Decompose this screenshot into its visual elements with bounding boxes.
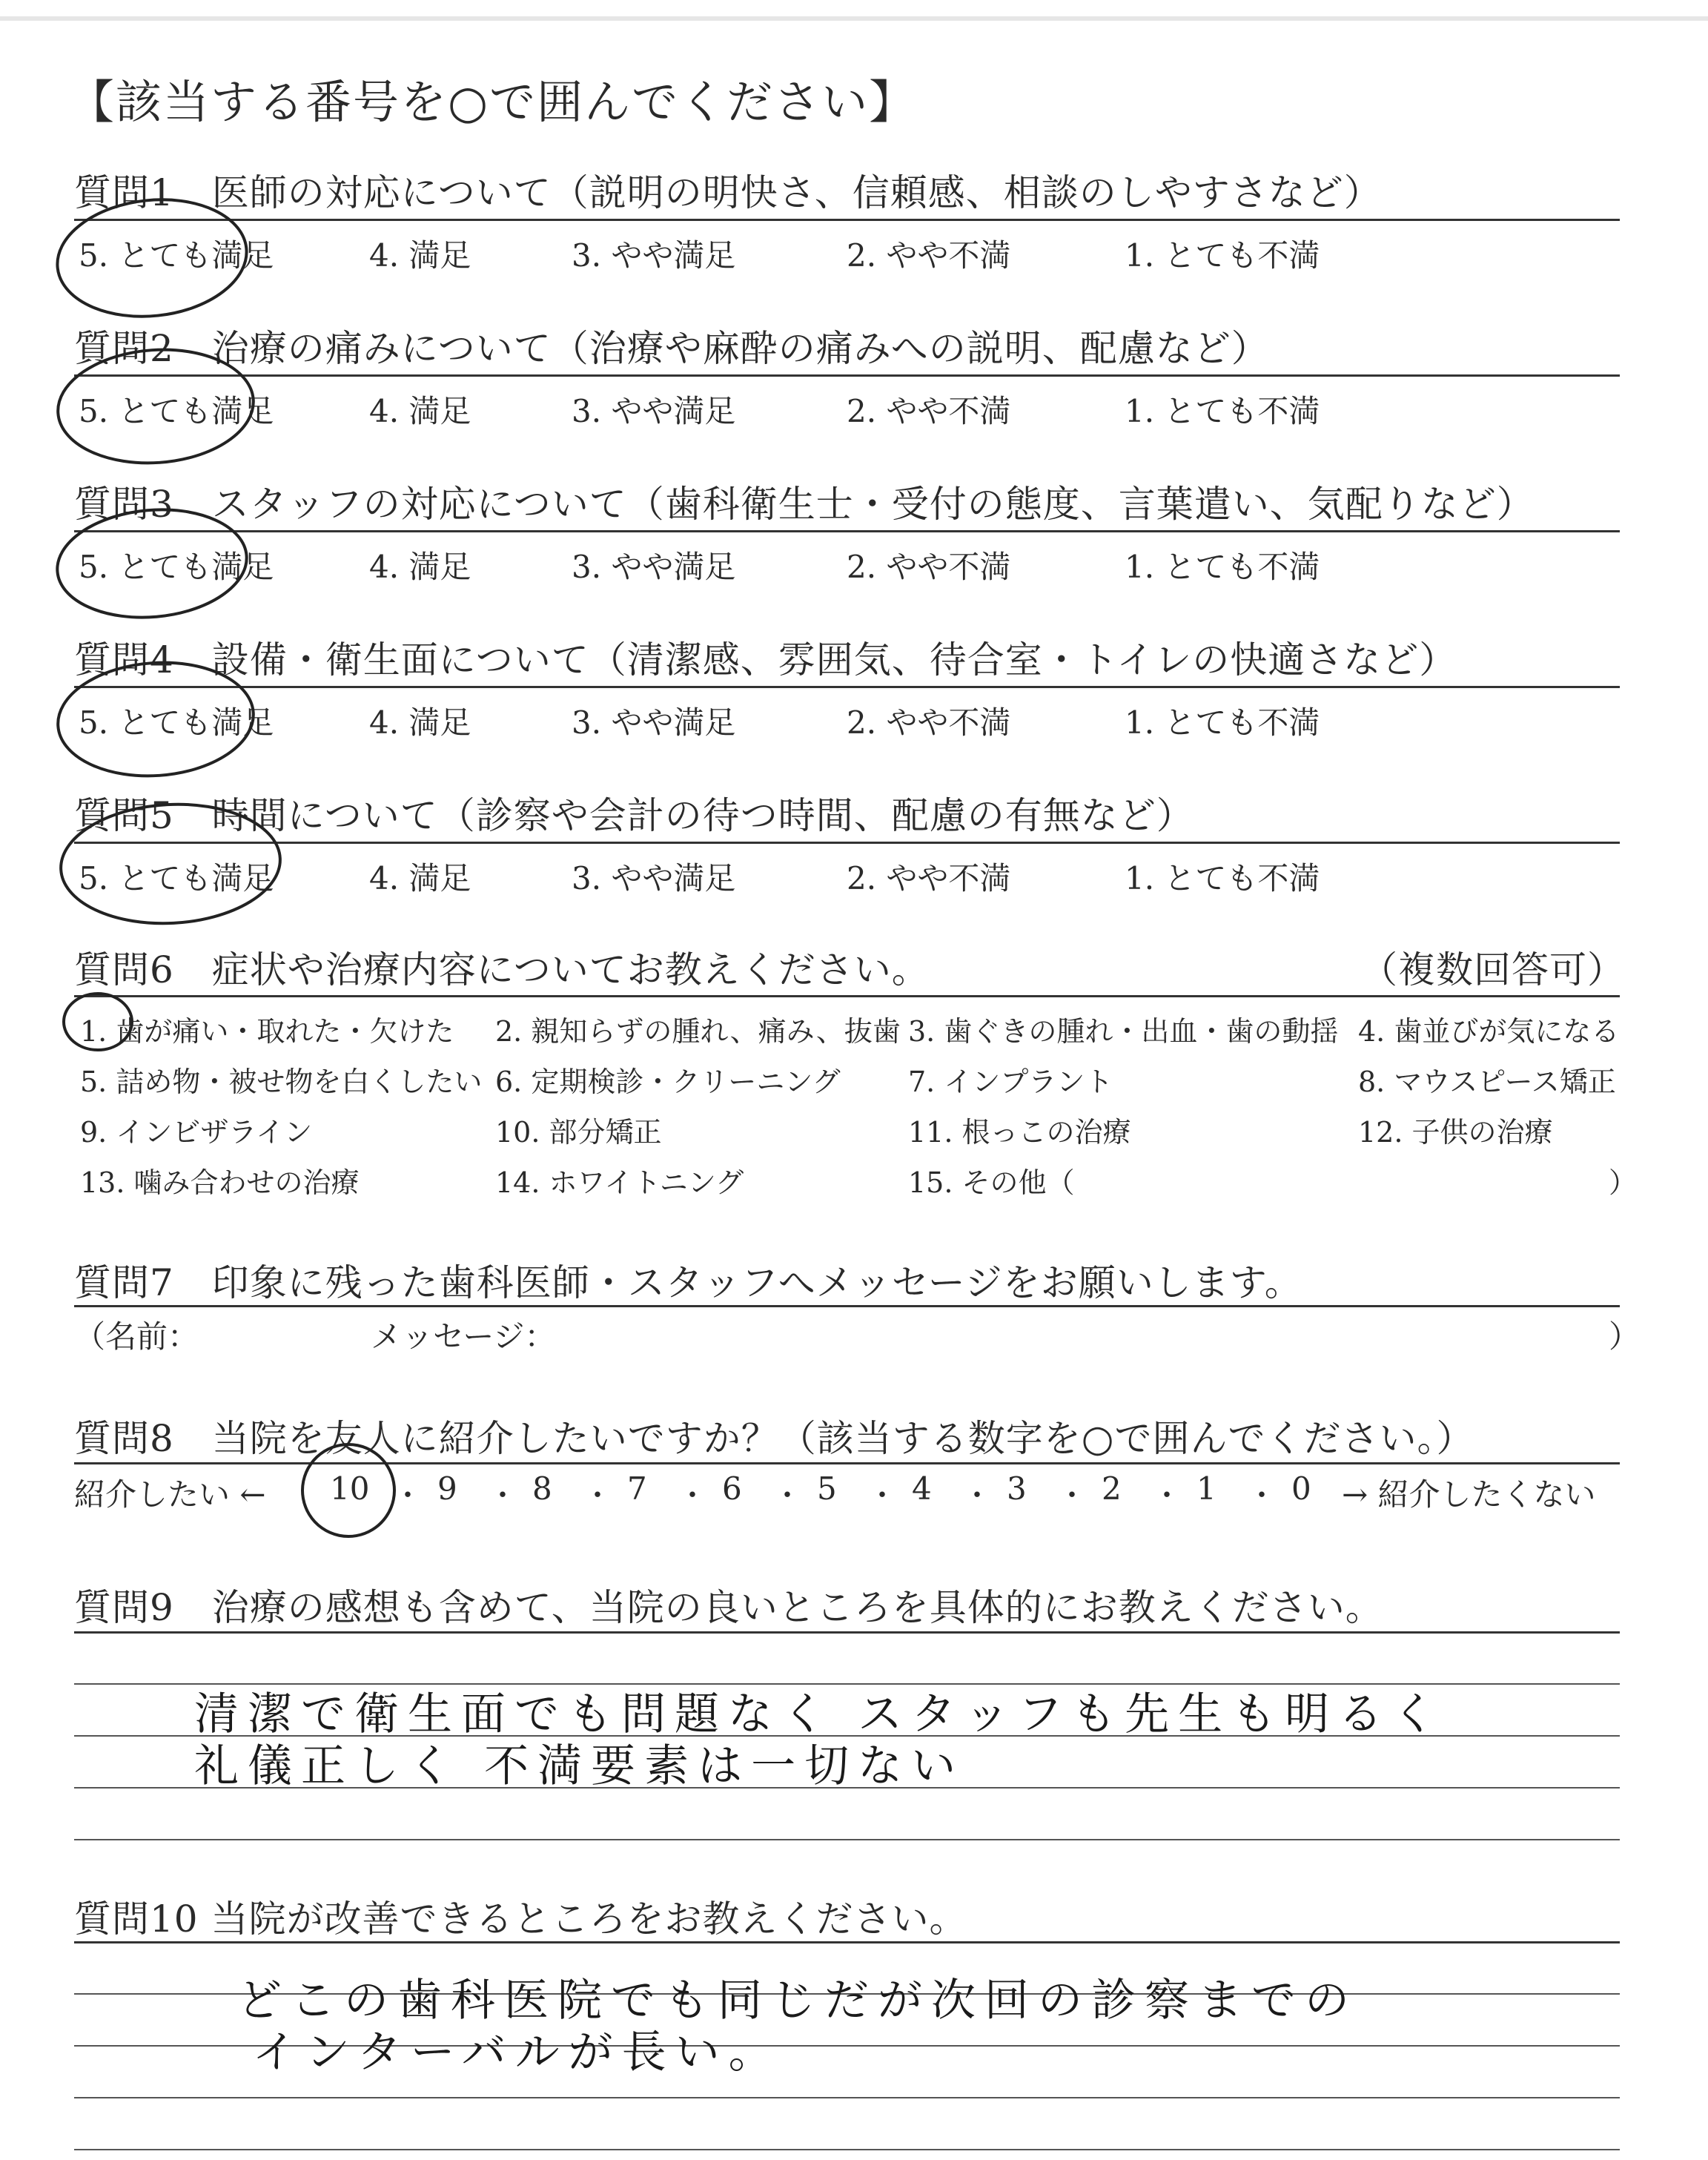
q6-item-6[interactable]: 6. 定期検診・クリーニング — [495, 1066, 841, 1098]
question-7-rule — [74, 1305, 1620, 1307]
q9-answer-line-1: 清潔で衛生面でも問題なく スタッフも先生も明るく — [194, 1688, 1446, 1740]
q2-option-4[interactable]: 4. 満足 — [369, 393, 471, 429]
q5-option-5[interactable]: 5. とても満足 — [79, 860, 274, 896]
q2-option-2[interactable]: 2. やや不満 — [847, 393, 1011, 429]
q6-item-14[interactable]: 14. ホワイトニング — [495, 1166, 744, 1199]
q9-rule-1 — [74, 1631, 1620, 1634]
q8-scale-0[interactable]: 0 — [1291, 1470, 1311, 1507]
q8-scale-10[interactable]: 10 — [330, 1470, 370, 1507]
q9-answer-line-2: 礼儀正しく 不満要素は一切ない — [194, 1740, 965, 1792]
q8-scale-5[interactable]: 5 — [817, 1470, 837, 1507]
q4-option-4[interactable]: 4. 満足 — [369, 704, 471, 741]
q6-item-13[interactable]: 13. 噛み合わせの治療 — [80, 1166, 360, 1199]
q6-item-3[interactable]: 3. 歯ぐきの腫れ・出血・歯の動揺 — [908, 1015, 1339, 1048]
q8-separator: ・ — [772, 1479, 802, 1513]
q8-scale-9[interactable]: 9 — [437, 1470, 457, 1507]
question-2-title: 質問2 治療の痛みについて（治療や麻酔の痛みへの説明、配慮など） — [74, 327, 1269, 370]
q8-separator: ・ — [678, 1479, 707, 1513]
q1-option-2[interactable]: 2. やや不満 — [847, 237, 1011, 274]
question-8-rule — [74, 1462, 1620, 1464]
q6-item-10[interactable]: 10. 部分矯正 — [495, 1116, 662, 1149]
q1-option-4[interactable]: 4. 満足 — [369, 237, 471, 274]
q8-separator: ・ — [1247, 1479, 1277, 1513]
q10-answer-line-1: どこの歯科医院でも同じだが次回の診察までの — [237, 1975, 1358, 2027]
q8-scale-4[interactable]: 4 — [912, 1470, 932, 1507]
q3-option-2[interactable]: 2. やや不満 — [847, 549, 1011, 585]
q6-item-2[interactable]: 2. 親知らずの腫れ、痛み、抜歯 — [495, 1015, 901, 1048]
q6-item-9[interactable]: 9. インビザライン — [80, 1116, 313, 1149]
q8-separator: ・ — [1057, 1479, 1087, 1513]
question-6-note: （複数回答可） — [1360, 948, 1625, 991]
q1-option-5[interactable]: 5. とても満足 — [79, 237, 274, 274]
q8-scale-3[interactable]: 3 — [1007, 1470, 1027, 1507]
q10-rule-4 — [74, 2097, 1620, 2098]
q7-close-paren: ） — [1609, 1318, 1641, 1355]
q8-scale-6[interactable]: 6 — [722, 1470, 742, 1507]
question-4-title: 質問4 設備・衛生面について（清潔感、雰囲気、待合室・トイレの快適さなど） — [74, 638, 1457, 681]
question-1-rule — [74, 219, 1620, 221]
q4-option-5[interactable]: 5. とても満足 — [79, 704, 274, 741]
question-2-rule — [74, 374, 1620, 377]
question-6-title: 質問6 症状や治療内容についてお教えください。 — [74, 948, 930, 991]
question-5-title: 質問5 時間について（診察や会計の待つ時間、配慮の有無など） — [74, 794, 1194, 837]
q3-option-5[interactable]: 5. とても満足 — [79, 549, 274, 585]
q8-scale-8[interactable]: 8 — [532, 1470, 552, 1507]
q8-separator: ・ — [1152, 1479, 1182, 1513]
question-3-rule — [74, 530, 1620, 532]
q5-option-4[interactable]: 4. 満足 — [369, 860, 471, 896]
q1-option-3[interactable]: 3. やや満足 — [572, 237, 736, 274]
q5-option-1[interactable]: 1. とても不満 — [1125, 860, 1320, 896]
q8-separator: ・ — [488, 1479, 517, 1513]
q6-item-15-close: ） — [1609, 1166, 1638, 1199]
q4-option-3[interactable]: 3. やや満足 — [572, 704, 736, 741]
q8-scale-2[interactable]: 2 — [1102, 1470, 1122, 1507]
question-9-title: 質問9 治療の感想も含めて、当院の良いところを具体的にお教えください。 — [74, 1586, 1383, 1629]
q6-item-12[interactable]: 12. 子供の治療 — [1358, 1116, 1553, 1149]
q9-rule-5 — [74, 1839, 1620, 1840]
q4-option-2[interactable]: 2. やや不満 — [847, 704, 1011, 741]
question-1-title: 質問1 医師の対応について（説明の明快さ、信頼感、相談のしやすさなど） — [74, 171, 1382, 214]
q8-separator: ・ — [393, 1479, 423, 1513]
question-7-title: 質問7 印象に残った歯科医師・スタッフへメッセージをお願いします。 — [74, 1261, 1302, 1304]
q8-right-label: → 紹介したくない — [1342, 1476, 1596, 1513]
q10-answer-line-2: インターバルが長い。 — [252, 2027, 782, 2078]
q4-option-1[interactable]: 1. とても不満 — [1125, 704, 1320, 741]
q6-item-5[interactable]: 5. 詰め物・被せ物を白くしたい — [80, 1066, 483, 1098]
q5-option-2[interactable]: 2. やや不満 — [847, 860, 1011, 896]
q3-option-4[interactable]: 4. 満足 — [369, 549, 471, 585]
q8-scale-1[interactable]: 1 — [1196, 1470, 1217, 1507]
q7-message-label: メッセージ： — [371, 1318, 556, 1355]
q10-rule-5 — [74, 2149, 1620, 2150]
q6-item-1[interactable]: 1. 歯が痛い・取れた・欠けた — [80, 1015, 454, 1048]
question-10-title: 質問10 当院が改善できるところをお教えください。 — [74, 1898, 967, 1941]
question-6-rule — [74, 995, 1620, 997]
q5-option-3[interactable]: 3. やや満足 — [572, 860, 736, 896]
q8-separator: ・ — [867, 1479, 897, 1513]
q2-option-1[interactable]: 1. とても不満 — [1125, 393, 1320, 429]
q3-option-3[interactable]: 3. やや満足 — [572, 549, 736, 585]
q8-separator: ・ — [583, 1479, 612, 1513]
q8-separator: ・ — [962, 1479, 992, 1513]
q10-rule-1 — [74, 1941, 1620, 1943]
question-5-rule — [74, 842, 1620, 844]
question-3-title: 質問3 スタッフの対応について（歯科衛生士・受付の態度、言葉遣い、気配りなど） — [74, 483, 1535, 526]
scan-edge — [0, 16, 1708, 21]
q6-item-11[interactable]: 11. 根っこの治療 — [908, 1116, 1131, 1149]
page-header: 【該当する番号を○で囲んでください】 — [68, 75, 917, 129]
question-8-title: 質問8 当院を友人に紹介したいですか？（該当する数字を○で囲んでください。） — [74, 1417, 1474, 1460]
q6-item-15[interactable]: 15. その他（ — [908, 1166, 1075, 1199]
question-4-rule — [74, 686, 1620, 688]
q6-item-4[interactable]: 4. 歯並びが気になる — [1358, 1015, 1620, 1048]
q1-option-1[interactable]: 1. とても不満 — [1125, 237, 1320, 274]
q2-option-3[interactable]: 3. やや満足 — [572, 393, 736, 429]
q8-left-label: 紹介したい ← — [74, 1476, 266, 1513]
q6-item-7[interactable]: 7. インプラント — [908, 1066, 1113, 1098]
q3-option-1[interactable]: 1. とても不満 — [1125, 549, 1320, 585]
q6-item-8[interactable]: 8. マウスピース矯正 — [1358, 1066, 1616, 1098]
q8-scale-7[interactable]: 7 — [627, 1470, 647, 1507]
q7-name-label: （名前： — [74, 1318, 199, 1355]
q2-option-5[interactable]: 5. とても満足 — [79, 393, 274, 429]
